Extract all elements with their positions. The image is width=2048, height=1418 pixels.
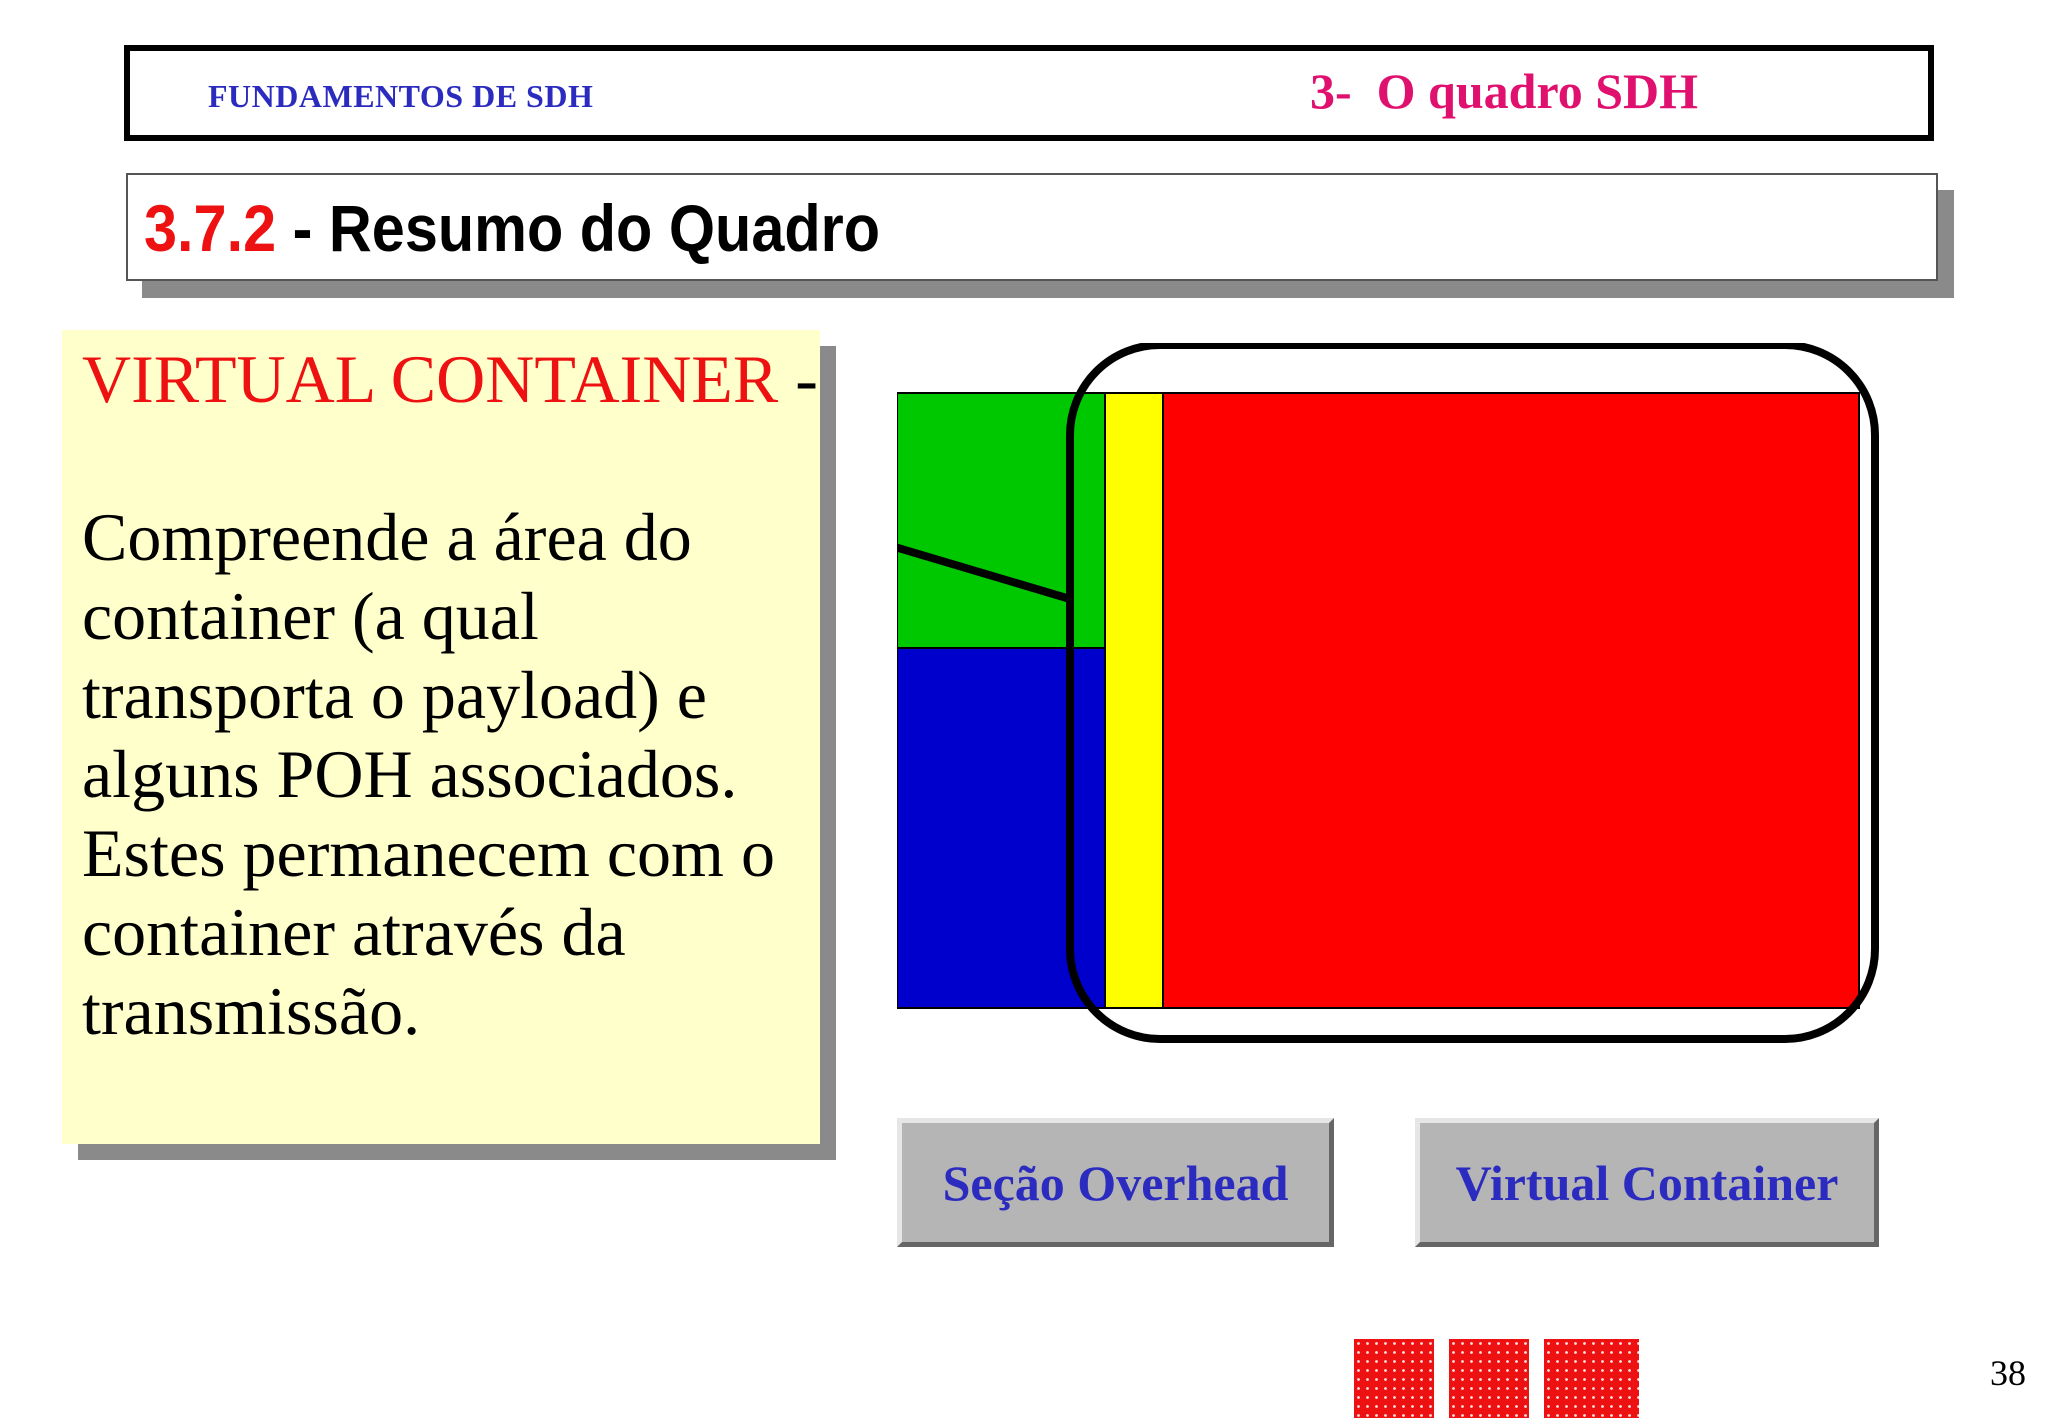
virtual-container-button[interactable]: Virtual Container (1415, 1118, 1879, 1247)
section-number: 3.7.2 (144, 191, 277, 265)
decorative-pattern-block (1354, 1339, 1434, 1418)
section-overhead-button[interactable]: Seção Overhead (897, 1118, 1334, 1247)
frame-diagram (897, 343, 1917, 1048)
course-title: FUNDAMENTOS DE SDH (208, 78, 594, 114)
chapter-title: 3- O quadro SDH (1310, 63, 1699, 119)
note-description: Compreende a área do container (a qual transporta o payload) e alguns POH associados. Estes permanecem com o container através da transmissão. (82, 499, 775, 1049)
decorative-pattern-block (1544, 1339, 1639, 1418)
poh-column (1105, 393, 1163, 1008)
decorative-pattern-block (1449, 1339, 1529, 1418)
note-dash: - (778, 341, 818, 417)
note-text (82, 340, 822, 1051)
payload-block (1163, 393, 1859, 1008)
section-heading (144, 190, 880, 266)
note-term: VIRTUAL CONTAINER (82, 341, 779, 417)
page-number: 38 (1990, 1353, 2026, 1393)
section-title: - Resumo do Quadro (276, 191, 881, 265)
